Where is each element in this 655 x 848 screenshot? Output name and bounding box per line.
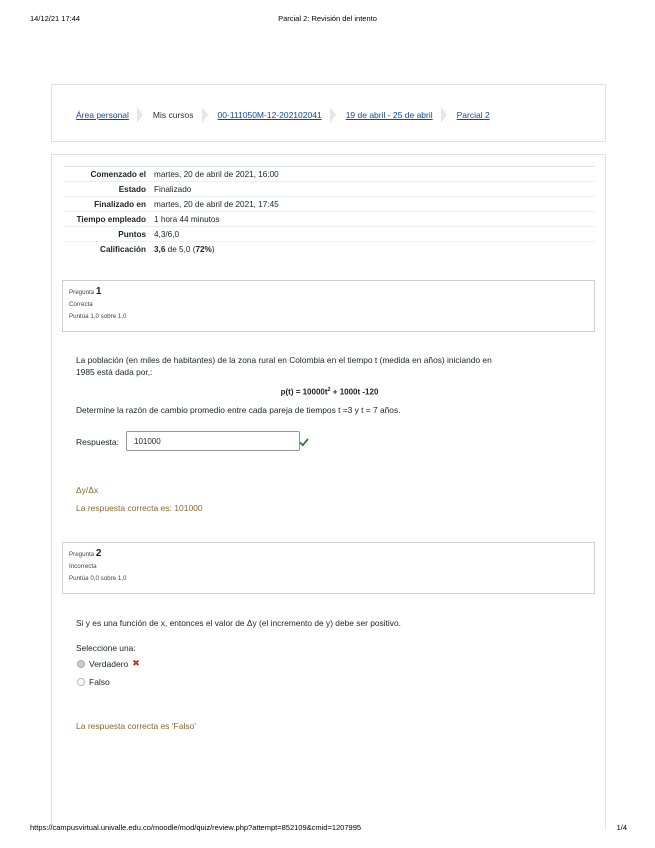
summary-key: Puntos (64, 227, 150, 242)
summary-value: 4,3/6,0 (150, 227, 595, 242)
option-falso[interactable] (77, 677, 110, 687)
summary-key: Comenzado el (64, 167, 150, 182)
breadcrumb (76, 107, 490, 123)
question-2-prompt: Seleccione una: (76, 643, 136, 653)
summary-value: 1 hora 44 minutos (150, 212, 595, 227)
option-verdadero[interactable] (77, 658, 140, 669)
summary-value: martes, 20 de abril de 2021, 16:00 (150, 167, 595, 182)
breadcrumb-course[interactable]: 00-111050M-12-202102041 (217, 110, 322, 120)
summary-key: Tiempo empleado (64, 212, 150, 227)
incorrect-cross-icon: ✖ (132, 658, 140, 668)
formula-main: p(t) = 10000t (280, 387, 328, 397)
question-state: Correcta (69, 301, 93, 308)
answer-input[interactable]: 101000 (126, 431, 300, 451)
breadcrumb-card (51, 84, 606, 142)
summary-key: Finalizado en (64, 197, 150, 212)
check-icon (299, 437, 309, 447)
breadcrumb-separator (137, 107, 143, 123)
attempt-summary-table (64, 166, 595, 256)
grade-score: 3,6 (154, 244, 166, 254)
breadcrumb-area-personal[interactable]: Área personal (76, 110, 129, 120)
grade-value (150, 242, 595, 257)
summary-row (64, 242, 595, 257)
breadcrumb-quiz[interactable]: Parcial 2 (456, 110, 490, 120)
question-1-general-feedback: Δy/Δx (76, 485, 99, 495)
question-mark: Puntúa 0,0 sobre 1,0 (69, 575, 127, 582)
formula-rest: + 1000t -120 (330, 387, 379, 397)
question-number: 2 (95, 548, 102, 559)
radio-button-selected[interactable] (77, 660, 85, 668)
summary-key: Calificación (64, 242, 150, 257)
summary-row (64, 167, 595, 182)
summary-row (64, 197, 595, 212)
grade-percent: 72% (195, 244, 212, 254)
print-datetime: 14/12/21 17:44 (30, 14, 81, 23)
question-1-formula (52, 387, 607, 397)
answer-label: Respuesta: (76, 437, 119, 447)
print-url: https://campusvirtual.univalle.edu.co/moodle/mod/quiz/review.php?attempt=852109&cmid=1207995 (30, 823, 362, 832)
question-1-text (76, 355, 586, 378)
grade-close: ) (211, 244, 215, 254)
summary-row (64, 227, 595, 242)
summary-row (64, 212, 595, 227)
radio-button[interactable] (77, 678, 85, 686)
question-2-correct-answer: La respuesta correcta es 'Falso' (76, 721, 196, 731)
question-label: Pregunta (69, 289, 95, 296)
breadcrumb-separator (330, 107, 336, 123)
breadcrumb-separator (441, 107, 447, 123)
formula-exponent: 2 (327, 387, 331, 393)
question-1-text-line2: 1985 está dada por,: (76, 366, 153, 377)
question-1-instruction: Determine la razón de cambio promedio entre cada pareja de tiempos t =3 y t = 7 años. (76, 405, 401, 415)
breadcrumb-separator (202, 107, 208, 123)
question-2-info (62, 542, 595, 594)
question-mark: Puntúa 1,0 sobre 1,0 (69, 313, 127, 320)
question-number: 1 (95, 286, 102, 297)
print-page-title: Parcial 2: Revisión del intento (278, 14, 377, 23)
summary-value: Finalizado (150, 182, 595, 197)
question-1-correct-answer: La respuesta correcta es: 101000 (76, 503, 203, 513)
breadcrumb-week[interactable]: 19 de abril - 25 de abril (345, 110, 433, 120)
breadcrumb-mis-cursos[interactable]: Mis cursos (152, 110, 194, 120)
option-label: Verdadero (89, 658, 129, 669)
question-state: Incorrecta (69, 563, 97, 570)
grade-out-of: de 5,0 ( (165, 244, 196, 254)
option-label: Falso (89, 677, 110, 687)
question-1-text-line1: La población (en miles de habitantes) de la zona rural en Colombia en el tiempo t (medida en años) iniciando en (76, 355, 492, 365)
quiz-review-card (51, 154, 606, 830)
summary-value: martes, 20 de abril de 2021, 17:45 (150, 197, 595, 212)
question-label: Pregunta (69, 551, 95, 558)
print-page-number: 1/4 (616, 823, 627, 832)
summary-key: Estado (64, 182, 150, 197)
question-2-text: Si y es una función de x, entonces el valor de Δy (el incremento de y) debe ser positivo. (76, 618, 401, 628)
question-1-info (62, 280, 595, 332)
summary-row (64, 182, 595, 197)
